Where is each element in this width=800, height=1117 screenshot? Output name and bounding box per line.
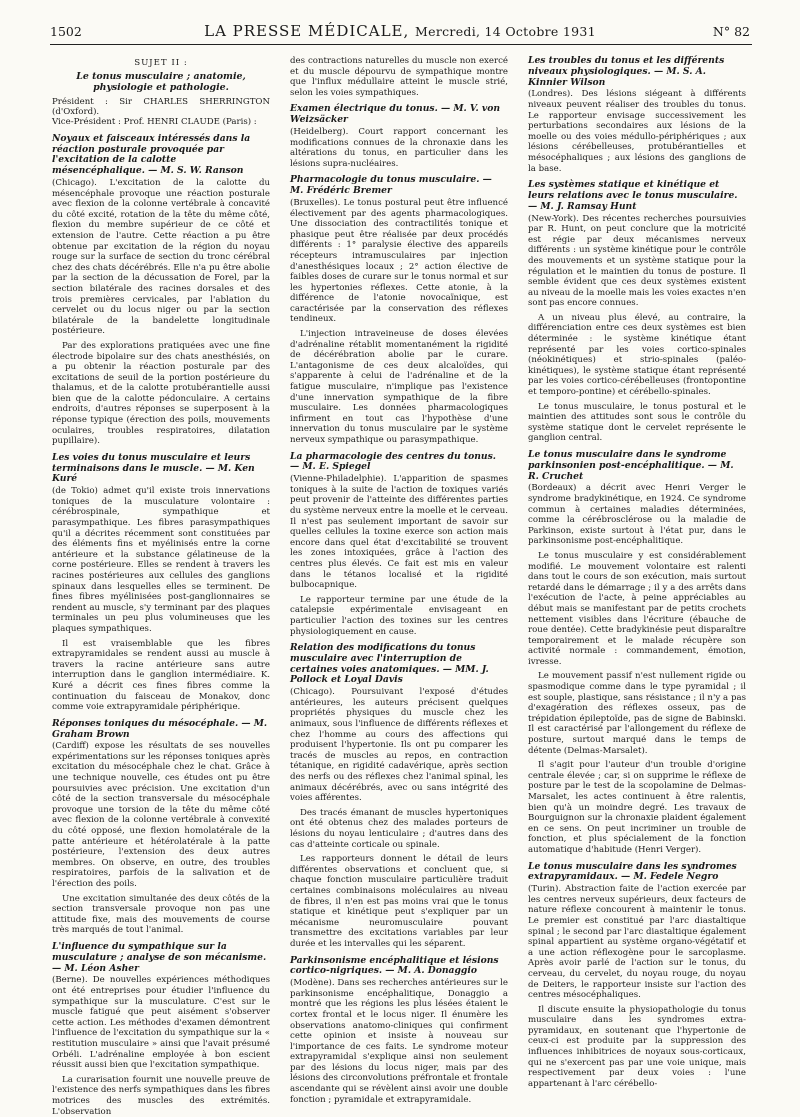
abstract-paragraph: (Chicago). L'excitation de la calotte du mésencéphale provoque une réaction posturale avec flexion de la colonne vertébrale à concavité du côté excité, rotation de la tête du même côté, flexion du membre supérieur de ce côté et extension de l'autre. Cette réaction a pu être obtenue par excitation de la région du noyau rouge sur la surface de section du tronc cérébral chez des chats décérébrés. Elle n'a pu être abolie par la section de la décussation de Forel, par la section bilatérale des racines dorsales et des trois premières cervicales, par l'ablation du cervelet ou du locus niger ou par la section bilatérale de la bandelette longitudinale postérieure.	[52, 178, 270, 337]
abstract-paragraph: (Cardiff) expose les résultats de ses nouvelles expérimentations sur les réponses toniques après excitation du mésocéphale chez le chat. Grâce à une technique nouvelle, ces études ont pu être poursuivies avec précision. Une excitation d'un côté de la section transversale du mésocéphale provoque une torsion de la tête du même côté avec flexion de la colonne vertébrale à convexité du côté opposé, une flexion homolatérale de la patte antérieure et hétérolatérale à la patte postérieure, l'extension des deux autres membres. On observe, en outre, des troubles respiratoires, parfois de la salivation et de l'érection des poils.	[52, 741, 270, 890]
abstract-paragraph: (Bordeaux) a décrit avec Henri Verger le syndrome bradykinétique, en 1924. Ce syndrome commun à certaines maladies déterminées, comme la cérébrosclérose ou la maladie de Parkinson, existe surtout à l'état pur, dans le parkinsonisme post-encéphalitique.	[528, 483, 746, 547]
abstract-paragraph: Une excitation simultanée des deux côtés de la section transversale provoque non pas une attitude fixe, mais des mouvements de course très marqués de tout l'animal.	[52, 893, 270, 936]
abstract-paragraph: (Berne). De nouvelles expériences méthodiques ont été entreprises pour étudier l'influence du sympathique sur la musculature. C'est sur le muscle fatigué que peut aisément s'observer cette action. Les méthodes d'examen démontrent l'influence de l'excitation du sympathique sur la « restitution musculaire » ainsi que l'avait présumé Orbéli. L'adrénaline employée à bon escient réussit aussi bien que l'excitation sympathique.	[52, 975, 270, 1071]
abstract-paragraph: (Heidelberg). Court rapport concernant les modifications connues de la chronaxie dans les altérations du tonus, en particulier dans les lésions supra-nucléaires.	[290, 126, 508, 169]
abstract-paragraph: (de Tokio) admet qu'il existe trois innervations toniques de la musculature volontaire : cérébrospinale, sympathique et parasympathique. Les fibres parasympathiques qu'il a décrites récemment sont constituées par des éléments fins et myélinisés entre la corne antérieure et la substance gélatineuse de la corne postérieure. Elles se rendent à travers les racines postérieures aux cellules des ganglions spinaux dans lesquelles elles se terminent. De fines fibres myélinisées post-ganglionnaires se rendent au muscle, s'y terminant par des plaques terminales un peu plus volumineuses que les plaques sympathiques.	[52, 486, 270, 634]
journal-title: LA PRESSE MÉDICALE,	[204, 22, 410, 40]
abstract-paragraph: Il discute ensuite la physiopathologie du tonus musculaire dans les syndromes extra-pyramidaux, en soutenant que l'hypertonie de ceux-ci est produite par la suppression des influences inhibitrices de noyaux sous-corticaux, qui ne s'exercent pas par une voie unique, mais respectivement par deux voies : l'une appartenant à l'arc cérébello-	[528, 1004, 746, 1089]
abstract-paragraph: Le mouvement passif n'est nullement rigide ou spasmodique comme dans le type pyramidal ; il est souple, plastique, sans résistance ; il n'y a pas d'exagération des réflexes osseux, pas de trépidation épileptoïde, pas de signe de Babinski. Il est caractérisé par l'allongement du réflexe de posture, surtout marqué dans le temps de détente (Delmas-Marsalet).	[528, 671, 746, 756]
abstract-title: L'influence du sympathique sur la musculature ; analyse de son mécanisme. — M. Léon Asher	[52, 940, 267, 974]
abstract-paragraph: Par des explorations pratiquées avec une fine électrode bipolaire sur des chats anesthésiés, on a pu obtenir la réaction posturale par des excitations de seuil de la portion postérieure du thalamus, et de la calotte protubérantielle aussi bien que de la calotte pédonculaire. A certains endroits, d'autres réponses se superposent à la réponse typique (érection des poils, mouvements oculaires, troubles respiratoires, dilatation pupillaire).	[52, 340, 270, 447]
abstract-paragraph: Les rapporteurs donnent le détail de leurs différentes observations et concluent que, si chaque fonction musculaire particulière traduit certaines combinaisons moléculaires au niveau de fibres, il n'en est pas moins vrai que le tonus statique et kinétique peut s'expliquer par un mécanisme neuromusculaire pouvant transmettre des excitations variables par leur durée et les intervalles qui les séparent.	[290, 854, 508, 949]
abstract-title: Le tonus musculaire dans le syndrome parkinsonien post-encéphalitique. — M. R. Cruchet	[528, 449, 734, 482]
abstract-title: Parkinsonisme encéphalitique et lésions cortico-nigriques. — M. A. Donaggio	[290, 954, 499, 977]
abstract-paragraph: (Bruxelles). Le tonus postural peut être influencé électivement par des agents pharmacologiques. Une dissociation des contractilités tonique et phasique peut être réalisée par deux procédés différents : 1° paralysie élective des appareils récepteurs intramusculaires par injection d'anesthésiques locaux ; 2° action élective de faibles doses de curare sur le tonus normal et sur les hypertonies réflexes. Cette atonie, à la différence de l'atonie novocaïnique, est caractérisée par la conservation des réflexes tendineux.	[290, 197, 508, 325]
journal-title-line	[50, 22, 750, 40]
president-line: Président : Sir CHARLES SHERRINGTON (d'Oxford).	[52, 96, 270, 117]
header-rule	[50, 44, 752, 45]
page-number: 1502	[50, 24, 82, 39]
abstract-title: La pharmacologie des centres du tonus. — M. E. Spiegel	[290, 450, 496, 473]
abstract-title: Le tonus musculaire dans les syndromes extrapyramidaux. — M. Fedele Negro	[528, 860, 737, 883]
abstract-paragraph: (Turin). Abstraction faite de l'action exercée par les centres nerveux supérieurs, deux facteurs de nature réflexe concourent à maintenir le tonus. Le premier est constitué par l'arc diastaltique spinal ; le second par l'arc diastaltique également spinal appartient au système organo-végétatif et a une action réflexogène pour le sarcoplasme. Après avoir parlé de l'action sur le tonus, du cerveau, du cervelet, du noyau rouge, du noyau de Deiters, le rapporteur insiste sur l'action des centres mésocéphaliques.	[528, 884, 746, 1001]
issue-date: Mercredi, 14 Octobre 1931	[415, 24, 596, 39]
abstract-paragraph: Le tonus musculaire, le tonus postural et le maintien des attitudes sont sous le contrôle du système statique dont le cervelet représente le ganglion central.	[528, 401, 746, 444]
abstract-title: Examen électrique du tonus. — M. V. von Weizsäcker	[290, 103, 500, 126]
abstract-paragraph: Il est vraisemblable que les fibres extrapyramidales se rendent aussi au muscle à travers la racine antérieure sans autre interruption dans le ganglion intermédiaire. K. Kuré a décrit ces fines fibres comme la continuation du faisceau de Monakov, donc comme voie extrapyramidale périphérique.	[52, 638, 270, 713]
column-middle	[290, 56, 508, 1105]
abstract-paragraph: A un niveau plus élevé, au contraire, la différenciation entre ces deux systèmes est bien déterminée : le système kinétique étant représenté par les voies cortico-spinales (néokinétiques) et strio-spinales (paléo-kinétiques), le système statique étant représenté par les voies cortico-cérébelleuses (frontopontine et temporo-pontine) et cérébello-spinales.	[528, 312, 746, 398]
section-subject: SUJET II :	[134, 58, 188, 68]
page-header	[50, 24, 750, 44]
section-theme: Le tonus musculaire ; anatomie, physiologie et pathologie.	[76, 70, 246, 93]
abstract-paragraph: (Modène). Dans ses recherches antérieures sur le parkinsonisme encéphalitique, Donaggio a montré que les régions les plus lésées étaient le cortex frontal et le locus niger. Il énumère les observations anatomo-cliniques qui confirment cette opinion et insiste à nouveau sur l'importance de ces faits. Le syndrome moteur extrapyramidal s'explique ainsi non seulement par des lésions du locus niger, mais par des lésions des circonvolutions préfrontale et frontale ascendante qui se révèlent ainsi avoir une double fonction ; pyramidale et extrapyramidale.	[290, 978, 508, 1105]
abstract-paragraph: La curarisation fournit une nouvelle preuve de l'existence des nerfs sympathiques dans les fibres motrices des muscles des extrémités. L'observation	[52, 1074, 270, 1117]
column-left	[52, 56, 270, 1117]
abstract-paragraph: (Vienne-Philadelphie). L'apparition de spasmes toniques à la suite de l'action de toxiques variés peut provenir de l'atteinte des différentes parties du système nerveux entre la moelle et le cerveau. Il n'est pas seulement important de savoir sur quelles cellules la toxine exerce son action mais encore dans quel état d'excitabilité se trouvent les zones intoxiquées, grâce à l'action des centres plus élevés. Ce fait est mis en valeur dans le tétanos localisé et la rigidité bulbocapnique.	[290, 474, 508, 591]
abstract-title: Noyaux et faisceaux intéressés dans la réaction posturale provoquée par l'excitation de la calotte mésencéphalique. — M. S. W. Ranson	[52, 132, 251, 177]
abstract-paragraph: L'injection intraveineuse de doses élevées d'adrénaline rétablit momentanément la rigidité de décérébration abolie par le curare. L'antagonisme de ces deux alcaloïdes, qui s'apparente à celui de l'adrénaline et de la fatigue musculaire, n'implique pas l'existence d'une innervation sympathique de la fibre musculaire. Les données pharmacologiques infirment en tout cas l'hypothèse d'une innervation du tonus musculaire par le système nerveux sympathique ou parasympathique.	[290, 329, 508, 445]
column-right	[528, 55, 746, 1089]
abstract-paragraph: des contractions naturelles du muscle non exercé et du muscle dépourvu de sympathique montre que l'influx médullaire atteint le muscle strié, selon les voies sympathiques.	[290, 56, 508, 98]
abstract-title: Les systèmes statique et kinétique et leurs relations avec le tonus musculaire. — M. J. Ramsay Hunt	[528, 179, 738, 212]
abstract-paragraph: Le tonus musculaire y est considérablement modifié. Le mouvement volontaire est ralenti dans tout le cours de son exécution, mais surtout retardé dans le démarrage ; il y a des arrêts dans l'exécution de l'acte, à peine appréciables au début mais se manifestant par de petits crochets nettement visibles dans l'écriture (ébauche de roue dentée). Cette bradykinésie peut disparaître temporairement et le malade récupère son activité normale : commandement, émotion, ivresse.	[528, 550, 746, 667]
abstract-title: Les voies du tonus musculaire et leurs terminaisons dans le muscle. — M. Ken Kuré	[52, 451, 255, 485]
abstract-paragraph: Des tracés émanant de muscles hypertoniques ont été obtenus chez des malades porteurs de lésions du noyau lenticulaire ; d'autres dans des cas d'atteinte corticale ou spinale.	[290, 807, 508, 850]
abstract-paragraph: (Londres). Des lésions siégeant à différents niveaux peuvent réaliser des troubles du tonus. Le rapporteur envisage successivement les perturbations secondaires aux lésions de la moelle ou des voies médullo-périphériques ; aux lésions cérébelleuses, protubérantielles et mésocéphaliques ; aux lésions des ganglions de la base.	[528, 89, 746, 174]
abstract-paragraph: Il s'agit pour l'auteur d'un trouble d'origine centrale élevée ; car, si on supprime le réflexe de posture par le test de la scopolamine de Delmas-Marsalet, les actes continuent à être ralentis, bien qu'à un moindre degré. Les travaux de Bourguignon sur la chronaxie plaident également en ce sens. On peut incriminer un trouble de fonction, et plus spécialement de la fonction automatique d'habitude (Henri Verger).	[528, 760, 746, 855]
issue-number: N° 82	[712, 24, 750, 39]
abstract-title: Relation des modifications du tonus musculaire avec l'interruption de certaines voies anatomiques. — MM. J. Pollock et Loyal Davis	[290, 642, 489, 686]
abstract-paragraph: (New-York). Des récentes recherches poursuivies par R. Hunt, on peut conclure que la motricité est régie par deux mécanismes nerveux différents : un système kinétique pour le contrôle des mouvements et un système statique pour la régulation et le maintien du tonus de posture. Il semble évident que ces deux systèmes existent au niveau de la moelle mais les voies exactes n'en sont pas encore connues.	[528, 213, 746, 309]
abstract-title: Réponses toniques du mésocéphale. — M. Graham Brown	[52, 717, 268, 740]
abstract-paragraph: Le rapporteur termine par une étude de la catalepsie expérimentale envisageant en particulier l'action des toxines sur les centres physiologiquement en cause.	[290, 594, 508, 637]
vice-president-line: Vice-Président : Prof. HENRI CLAUDE (Paris) :	[52, 117, 257, 128]
abstract-title: Les troubles du tonus et les différents niveaux physiologiques. — M. S. A. Kinnier Wilson	[528, 55, 725, 88]
abstract-title: Pharmacologie du tonus musculaire. — M. Frédéric Bremer	[290, 174, 492, 197]
abstract-paragraph: (Chicago). Poursuivant l'exposé d'études antérieures, les auteurs précisent quelques propriétés physiques du muscle chez les animaux, sous l'influence de différents réflexes et chez l'homme au cours des affections qui produisent l'hypertonie. Ils ont pu comparer les tracés de muscles au repos, en contraction tétanique, en rigidité cadavérique, après section des nerfs ou des réflexes chez l'animal spinal, les animaux décérébrés, avec ou sans intégrité des voies afférentes.	[290, 687, 508, 804]
